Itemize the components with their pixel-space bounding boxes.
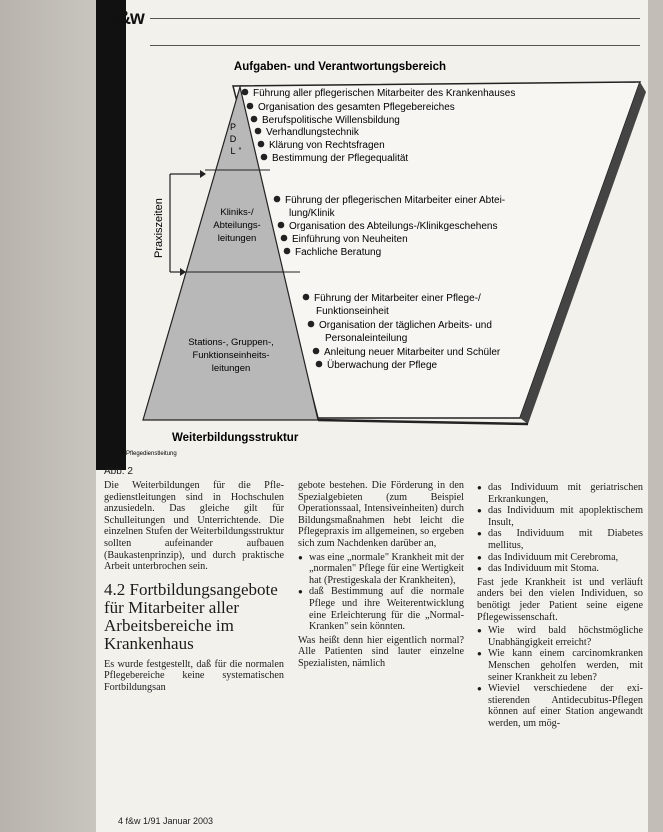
level1-item: Berufspolitische Willensbildung: [262, 115, 400, 126]
figure-caption: Abb. 2: [104, 466, 133, 477]
bullet: [242, 89, 249, 96]
bullet-list: [298, 552, 464, 633]
paragraph: Was heißt denn hier eigentlich normal? Alle Patienten sind lauter einzelne Spezialisten, nämlich: [298, 634, 464, 669]
list-item: ● das Individuum mit apoplektischem Insult,: [477, 505, 643, 528]
bullet: [251, 116, 258, 123]
level2-item: Einführung von Neuheiten: [292, 234, 408, 245]
bullet: [303, 294, 310, 301]
bullet: [281, 235, 288, 242]
magazine-logo: f&w: [112, 8, 144, 29]
column-1: [104, 480, 284, 694]
level2-label: Abteilungs-: [213, 220, 261, 231]
arrow-head: [200, 170, 206, 178]
bottom-label: Weiterbildungsstruktur: [172, 432, 299, 444]
column-2: [298, 480, 464, 670]
level3-item: Funktionseinheit: [316, 306, 389, 317]
page-footer: 4 f&w 1/91 Januar 2003: [118, 816, 214, 826]
level1-label: P: [229, 122, 237, 132]
bullet: [278, 222, 285, 229]
level3-item: Anleitung neuer Mitarbeiter und Schüler: [324, 347, 501, 358]
level2-item: Fachliche Beratung: [295, 247, 382, 258]
level1-item: Klärung von Rechtsfragen: [269, 140, 385, 151]
level2-item: lung/Klinik: [289, 208, 335, 219]
list-item: ● das Individuum mit geriatrischen Erkrankungen,: [477, 482, 643, 505]
level2-label: Kliniks-/: [220, 207, 254, 218]
level1-label: D: [229, 134, 237, 144]
level2-label: leitungen: [217, 233, 257, 244]
level2-item: Organisation des Abteilungs-/Klinikgeschehens: [289, 221, 498, 232]
bullet-list: [477, 482, 643, 575]
level3-label: Funktionseinheits-: [192, 350, 270, 361]
level3-item: Organisation der täglichen Arbeits- und: [319, 320, 492, 331]
paragraph: Fast jede Krankheit ist und verläuft anders bei den vielen Individuen, so benötigt jeder Patient seine eigene Pflegewissenschaft.: [477, 576, 643, 623]
bullet: [308, 321, 315, 328]
level3-item: Überwachung der Pflege: [327, 360, 438, 371]
bullet: [316, 361, 323, 368]
footnote: * Pflegedienstleitung: [122, 451, 177, 457]
level1-label: *: [238, 147, 242, 154]
list-item: ● Wieviel verschiedene der existierenden Antidecubitus-Pflegen können auf einer Station angewandt werden, um mög-: [477, 683, 643, 729]
level3-item: Führung der Mitarbeiter einer Pflege-/: [314, 293, 481, 304]
bullet: [247, 103, 254, 110]
level1-item: Organisation des gesamten Pflegebereiches: [258, 102, 455, 113]
figure-title: Aufgaben- und Verantwortungsbereich: [233, 61, 447, 73]
list-item: ● das Individuum mit Stoma.: [477, 563, 643, 575]
level3-item: Personaleinteilung: [325, 333, 408, 344]
level2-item: Führung der pflegerischen Mitarbeiter einer Abtei-: [285, 195, 506, 206]
side-label: Praxiszeiten: [153, 198, 165, 258]
list-item: ● daß Bestimmung auf die normale Pflege und ihre Weiterentwicklung eine Erleichterung für die „Normal-Kranken" sein könnten.: [298, 586, 464, 632]
paragraph: gebote bestehen. Die Förderung in den Spezialgebieten (zum Beispiel Operationssaal, Intensiveinheiten) durch Bildungsmaßnahmen hebt leicht die Pflegepraxis im allgemeinen, so ergeben sich zum Nachdenken darüber an,: [298, 480, 464, 549]
level1-item: Bestimmung der Pflegequalität: [272, 153, 409, 164]
bullet: [261, 154, 268, 161]
pyramid-bottom-edge: [318, 420, 528, 424]
list-item: ● das Individuum mit Diabetes mellitus,: [477, 528, 643, 551]
list-item: ● Wie wird bald höchstmögliche Unabhängigkeit erreicht?: [477, 625, 643, 648]
level1-item: Verhandlungstechnik: [266, 127, 359, 138]
level1-label: L: [230, 146, 236, 156]
bullet: [255, 128, 262, 135]
bullet: [284, 248, 291, 255]
list-item: ● was eine „normale" Krankheit mit der „normalen" Pflege für eine Wertigkeit hat (Prestigeskala der Krankheiten),: [298, 552, 464, 587]
bullet: [274, 196, 281, 203]
bullet-list: [477, 625, 643, 729]
column-3: [477, 480, 643, 731]
level1-item: Führung aller pflegerischen Mitarbeiter des Krankenhauses: [253, 88, 516, 99]
level3-label: leitungen: [211, 363, 251, 374]
paragraph: Die Weiterbildungen für die Pflegedienstleitungen sind in Hochschulen anzusiedeln. Das gleiche gilt für Schulleitungen und Unterrichtende. Die einzelnen Stufen der Weiterbildungsstruktur sollten aufeinander aufbauen (Baukastenprinzip), und durch praktische Arbeit unterbrochen sein.: [104, 480, 284, 573]
list-item: ● das Individuum mit Cerebroma,: [477, 552, 643, 564]
bullet: [258, 141, 265, 148]
bullet: [313, 348, 320, 355]
section-heading: 4.2 Fortbildungsangebote für Mitarbeiter aller Arbeitsbereiche im Krankenhaus: [104, 579, 278, 653]
list-item: ● Wie kann einem carcinomkranken Menschen geholfen werden, mit seiner Krankheit zu leben?: [477, 648, 643, 683]
level3-label: Stations-, Gruppen-,: [188, 337, 274, 348]
paragraph: Es wurde festgestellt, daß für die normalen Pflegebereiche keine systematischen Fortbildungsan: [104, 658, 284, 693]
